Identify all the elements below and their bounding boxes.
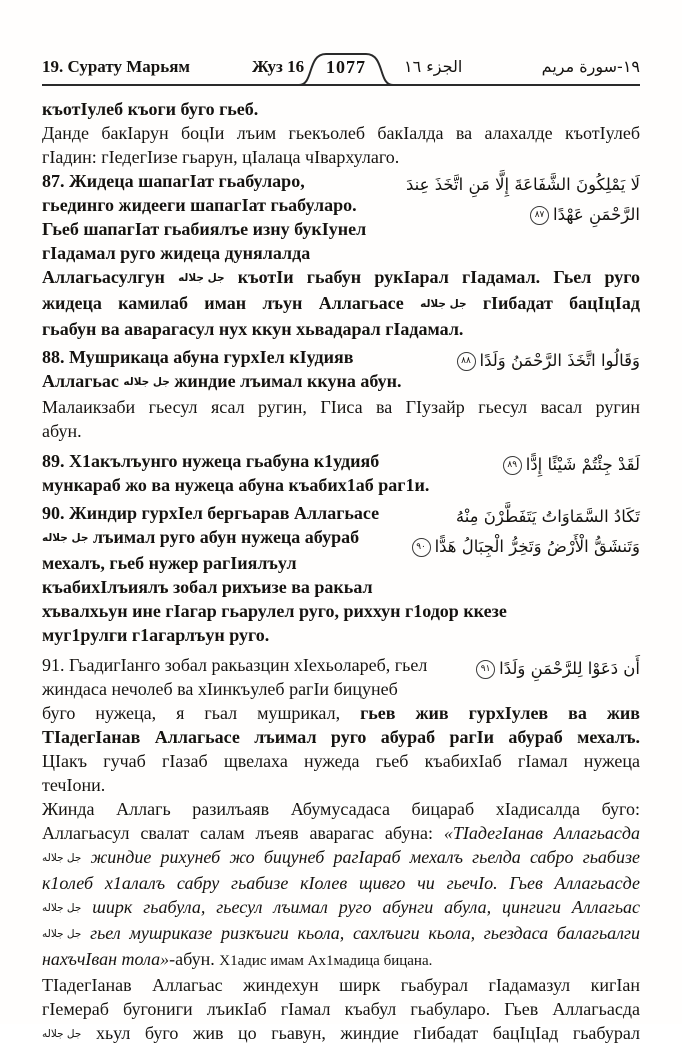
juz-label-cyrillic: Жуз 16 [252,57,305,76]
closing-block [42,973,640,1047]
text-line: Малаикзаби гьесул ясал ругин, ГIиса ва ГIузайр гьесул васал ругин [42,397,640,417]
text-line: муг1рулги г1агарлъун руго. [42,625,270,645]
text-line: гьединго жидееги шапагIат гьабуларо. [42,195,357,215]
text-line: ЦIакъ гучаб гIазаб щвелаха нужеда гьеб къабихIаб гIамал нужеца [42,751,640,771]
text-line: Данде бакIарун боцIи лъим гьекъолеб бакIалда ва алахалде къотIулеб [42,123,640,143]
arabic-verse-90 [408,502,640,562]
text-line: Аллагьасулгун جل جلاله къотIи гьабун рукIарал гIадамал. Гьел руго [42,265,640,291]
verse-89-translation [42,449,442,497]
text-line: جل جلاله ширк гьабула, гьесул лъимал руго абунги абула, цингиги Аллагьас [42,895,640,921]
text-line: 88. Мушрикаца абуна гурхIел кIудияв [42,347,354,367]
text-line: جل جلاله гьел мушриказе ризкъиги кьола, сахлъиги кьола, гьездаса балагьалги [42,921,640,947]
surah-title-arabic: ١٩-سورة مريم [541,57,640,76]
arabic-verse-89 [499,450,640,480]
ayah-number-87: ٨٧ [530,206,549,225]
arabic-line: أَن دَعَوْا لِلرَّحْمَنِ وَلَدًا٩١ [472,654,640,684]
arabic-verse-88 [453,346,641,376]
text-line: хъвалхьун ине гIагар гьарулел руго, риххун г1одор ккезе [42,601,507,621]
text-line: гIадин: гIедегIизе гьарун, цIалаца чIвархулаго. [42,147,400,167]
text-line: гIемераб бугониги лъикIаб гIамал къабул гьабуларо. Гьев Аллагьасда [42,999,640,1019]
arabic-line: وَتَنشَقُّ الْأَرْضُ وَتَخِرُّ الْجِبَالُ هَدًّا٩٠ [408,532,640,562]
text-line: мехалъ, гьеб нужер рагIиялъул [42,553,297,573]
text-line: ТIадегIанав Аллагьас жиндехун ширк гьабурал гIадамазул кигIан [42,975,640,995]
jalla-jalaluhu-mark: جل جلاله [42,532,89,544]
text-line: к1олеб х1алалъ сабру гьабизе кIолев щивго чи гьечIо. Гьев Аллагьасде [42,873,640,893]
text-line: ТIадегIанав Аллагьасе лъимал руго абураб рагIи абураб мехалъ. [42,727,640,747]
ayah-number-91: ٩١ [476,660,495,679]
text-line: гIадамал руго жидеца дунялалда [42,243,311,263]
juz-label-arabic: الجزء ١٦ [404,57,463,76]
text-line: 91. ГьадигIанго зобал ракьазцин хIехьолареб, гьел [42,655,428,675]
jalla-jalaluhu-mark: جل جلاله [42,1028,82,1040]
verse-88-translation [42,345,442,395]
text-line: жидеца камилаб иман лъун Аллагьасе جل جلاله гIибадат бацIцIад [42,291,640,317]
verse-87-translation [42,169,442,265]
text-line: 90. Жиндир гурхIел бергьарав Аллагьасе [42,503,380,523]
jalla-jalaluhu-mark: جل جلاله [123,376,170,388]
text-line: къотIулеб къоги буго гьеб. [42,99,259,119]
text-line: جل جلاله хьул буго жив цо гьавун, жиндие гIибадат бацIцIад гьабурал [42,1021,640,1047]
jalla-jalaluhu-mark: جل جلاله [420,298,467,310]
verse-87-block [42,169,640,341]
text-line: جل جلاله лъимал руго абун нужеца абураб [42,525,442,551]
arabic-verse-91 [472,654,640,684]
jalla-jalaluhu-mark: جل جلاله [178,272,225,284]
hadith-attribution: Х1адис имам Ах1мадица бицана. [219,953,433,969]
jalla-jalaluhu-mark: جل جلاله [42,902,82,914]
arabic-line: الرَّحْمَنِ عَهْدًا٨٧ [406,200,640,230]
verse-90-translation [42,501,442,599]
ayah-number-90: ٩٠ [412,538,431,557]
verse-88-block [42,345,640,443]
page-number-tab [296,49,396,87]
surah-title-cyrillic: 19. Сурату Марьям [42,57,191,76]
text-line: нахъчIван тола»-абун. Х1адис имам Ах1мадица бицана. [42,949,433,969]
text-line: جل جلاله жиндие рихунеб жо бицунеб рагIараб мехалъ гьелда сабро гьабизе [42,845,640,871]
text-line: течIони. [42,775,106,795]
text-line: гьабун ва аварагасул нух ккун хьвадарал гIадамал. [42,319,464,339]
jalla-jalaluhu-mark: جل جلاله [42,928,82,940]
arabic-verse-87 [406,170,640,230]
text-line: буго нужеца, я гьал мушрикал, гьев жив гурхIулев ва жив [42,703,641,723]
page-content [42,97,640,1047]
ayah-number-89: ٨٩ [503,456,522,475]
page-number: 1077 [326,57,366,77]
text-line: Аллагьас جل جلاله жиндие лъимал ккуна абун. [42,369,442,395]
text-line: 87. Жидеца шапагIат гьабуларо, [42,171,305,191]
text-line: мункараб жо ва нужеца абуна къабих1аб раг1и. [42,475,430,495]
verse-89-block [42,449,640,497]
verse-90-block [42,501,640,647]
arabic-line: لَا يَمْلِكُونَ الشَّفَاعَةَ إِلَّا مَنِ اتَّخَذَ عِندَ [406,175,640,194]
jalla-jalaluhu-mark: جل جلاله [42,852,82,864]
ayah-number-88: ٨٨ [457,352,476,371]
hadith-block [42,797,640,973]
arabic-line: وَقَالُوا اتَّخَذَ الرَّحْمَنُ وَلَدًا٨٨ [453,346,641,376]
text-line: 89. Х1акълъунго нужеца гьабуна к1удияб [42,451,380,471]
arabic-line: تَكَادُ السَّمَاوَاتُ يَتَفَطَّرْنَ مِنْهُ [455,507,640,526]
text-line: Гьеб шапагIат гьабиялъе изну букIунел [42,219,367,239]
text-line: къабихIлъиялъ зобал рихъизе ва ракьал [42,577,373,597]
text-line: Жинда Аллагь разилъаяв Абумусадаса бицараб хIадисалда буго: [42,799,640,819]
text-line: жиндаса нечолеб ва хIинкъулеб рагIи бицунеб [42,679,398,699]
text-line: Аллагьасул свалат салам лъеяв аварагас абуна: «ТIадегIанав Аллагьасда [42,823,640,843]
text-line: абун. [42,421,82,441]
arabic-line: لَقَدْ جِئْتُمْ شَيْئًا إِدًّا٨٩ [499,450,640,480]
verse-91-block [42,653,640,797]
